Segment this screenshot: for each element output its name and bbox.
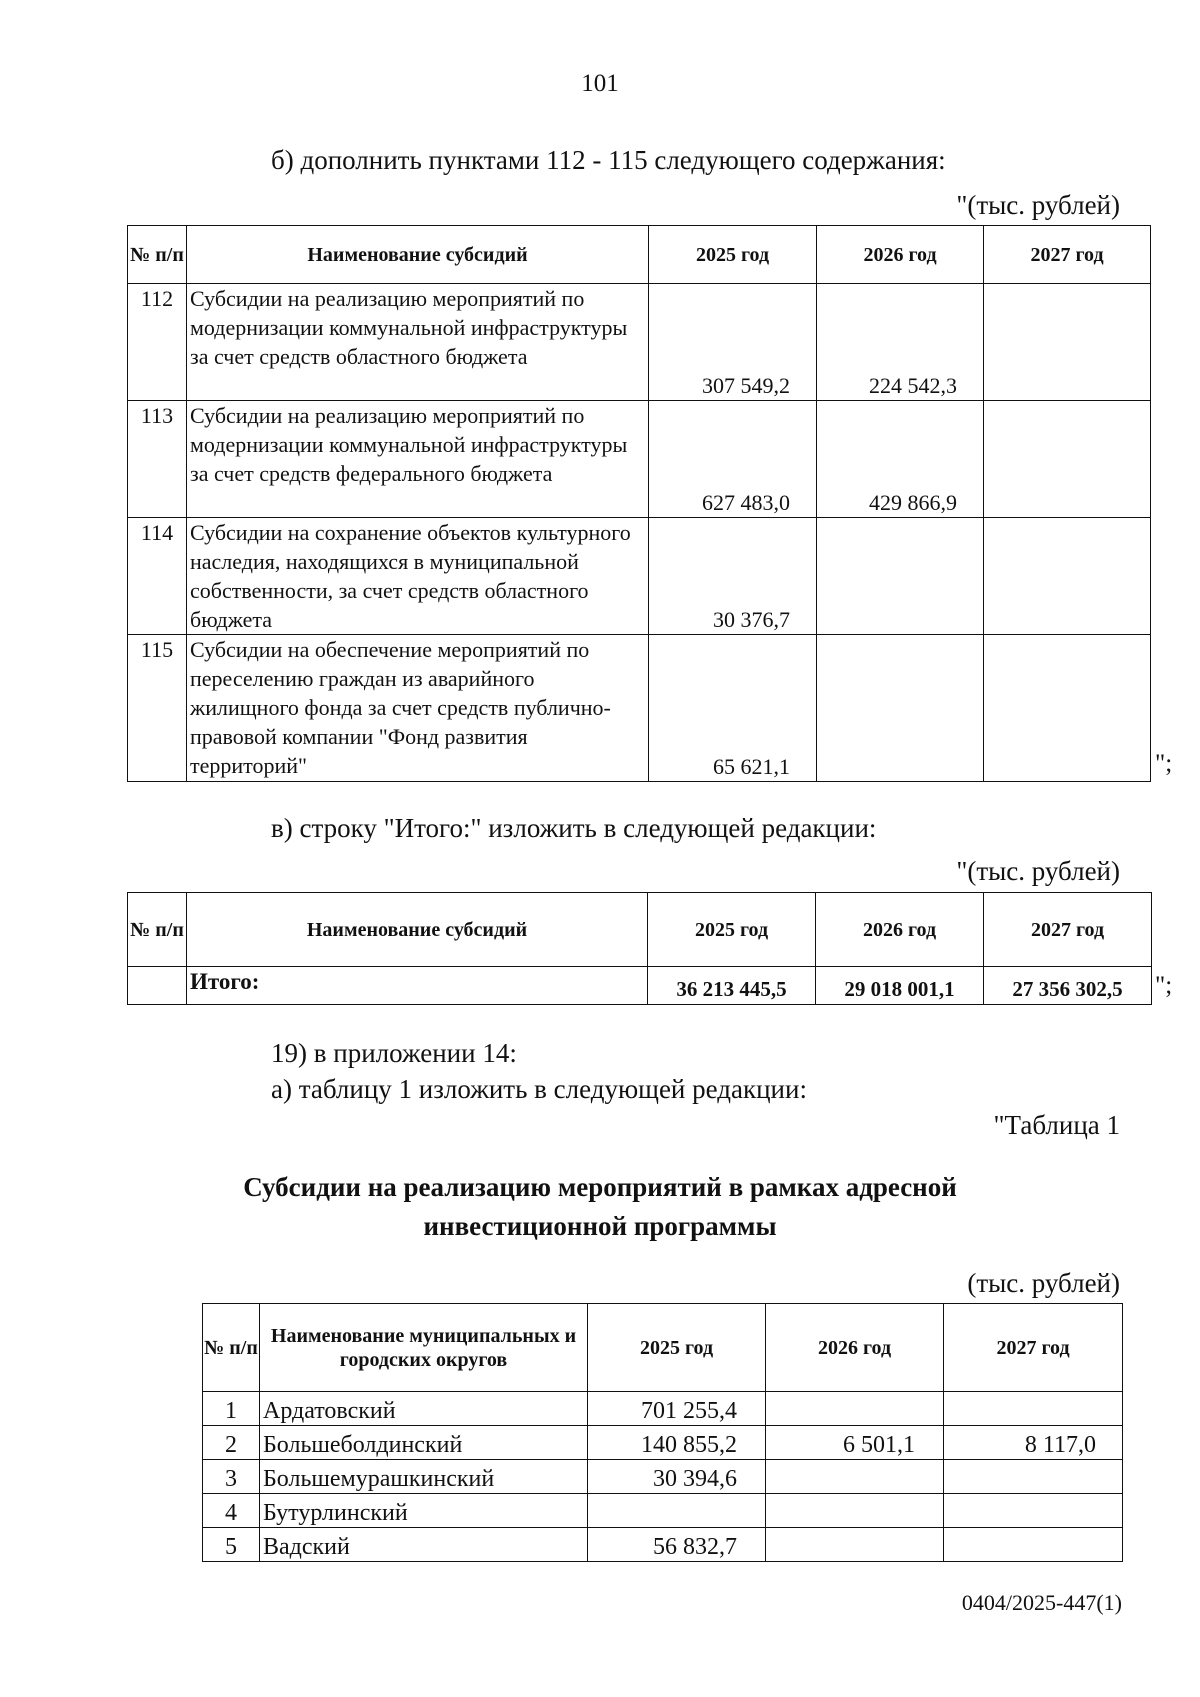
total-2026: 29 018 001,1 xyxy=(816,967,984,1005)
table-row xyxy=(128,284,1151,401)
header-num: № п/п xyxy=(128,226,187,284)
total-label: Итого: xyxy=(187,967,648,1005)
table-row xyxy=(128,635,1151,782)
row-num: 5 xyxy=(203,1528,260,1562)
row-name: Бутурлинский xyxy=(260,1494,588,1528)
row-num: 112 xyxy=(128,284,187,401)
header-2025: 2025 год xyxy=(588,1304,766,1392)
row-name: Субсидии на реализацию мероприятий по модернизации коммунальной инфраструктуры за счет средств областного бюджета xyxy=(187,284,649,401)
municipal-subsidies-table xyxy=(202,1303,1123,1562)
total-2025: 36 213 445,5 xyxy=(648,967,816,1005)
section-b-unit: "(тыс. рублей) xyxy=(956,190,1120,220)
table-row xyxy=(203,1426,1123,1460)
row-num: 1 xyxy=(203,1392,260,1426)
header-2025: 2025 год xyxy=(648,893,816,967)
table-label: "Таблица 1 xyxy=(993,1110,1120,1140)
row-num: 114 xyxy=(128,518,187,635)
header-num: № п/п xyxy=(203,1304,260,1392)
header-name: Наименование субсидий xyxy=(187,893,648,967)
row-name: Субсидии на сохранение объектов культурного наследия, находящихся в муниципальной собственности, за счет средств областного бюджета xyxy=(187,518,649,635)
row-2027 xyxy=(984,284,1151,401)
table-row xyxy=(203,1392,1123,1426)
table-1-unit: (тыс. рублей) xyxy=(967,1268,1120,1298)
row-name: Субсидии на обеспечение мероприятий по переселению граждан из аварийного жилищного фонда за счет средств публично-правовой компании "Фонд развития территорий" xyxy=(187,635,649,782)
table-header-row xyxy=(128,226,1151,284)
header-2026: 2026 год xyxy=(816,893,984,967)
row-2026 xyxy=(766,1392,944,1426)
row-2025: 701 255,4 xyxy=(588,1392,766,1426)
table-title-line1: Субсидии на реализацию мероприятий в рамках адресной xyxy=(243,1172,957,1202)
table-header-row xyxy=(203,1304,1123,1392)
section-v-unit: "(тыс. рублей) xyxy=(956,856,1120,886)
row-2025: 140 855,2 xyxy=(588,1426,766,1460)
row-num: 113 xyxy=(128,401,187,518)
section-v-intro: в) строку "Итого:" изложить в следующей редакции: xyxy=(271,813,877,843)
total-table xyxy=(127,892,1152,1005)
row-2025: 65 621,1 xyxy=(649,635,817,782)
total-num xyxy=(128,967,187,1005)
table-row xyxy=(128,518,1151,635)
row-2025: 56 832,7 xyxy=(588,1528,766,1562)
section-b-intro: б) дополнить пунктами 112 - 115 следующего содержания: xyxy=(271,145,946,175)
section-v-closing-quote: "; xyxy=(1155,972,1173,999)
row-num: 3 xyxy=(203,1460,260,1494)
row-name: Субсидии на реализацию мероприятий по модернизации коммунальной инфраструктуры за счет средств федерального бюджета xyxy=(187,401,649,518)
header-2027: 2027 год xyxy=(984,226,1151,284)
row-2025: 30 376,7 xyxy=(649,518,817,635)
row-2027 xyxy=(944,1528,1123,1562)
row-name: Большемурашкинский xyxy=(260,1460,588,1494)
row-2027 xyxy=(984,635,1151,782)
header-num: № п/п xyxy=(128,893,187,967)
row-name: Ардатовский xyxy=(260,1392,588,1426)
row-num: 115 xyxy=(128,635,187,782)
row-2026: 6 501,1 xyxy=(766,1426,944,1460)
header-name: Наименование субсидий xyxy=(187,226,649,284)
total-row xyxy=(128,967,1152,1005)
row-2026 xyxy=(766,1460,944,1494)
row-2025: 627 483,0 xyxy=(649,401,817,518)
row-2027 xyxy=(984,401,1151,518)
table-row xyxy=(203,1528,1123,1562)
header-2027: 2027 год xyxy=(984,893,1152,967)
row-num: 4 xyxy=(203,1494,260,1528)
row-2026: 224 542,3 xyxy=(817,284,984,401)
page-number: 101 xyxy=(581,70,619,97)
row-2025: 30 394,6 xyxy=(588,1460,766,1494)
row-name: Большеболдинский xyxy=(260,1426,588,1460)
row-2027 xyxy=(984,518,1151,635)
header-2026: 2026 год xyxy=(766,1304,944,1392)
row-2027: 8 117,0 xyxy=(944,1426,1123,1460)
table-title-line2: инвестиционной программы xyxy=(423,1211,777,1241)
row-2026 xyxy=(817,635,984,782)
document-code: 0404/2025-447(1) xyxy=(961,1590,1122,1615)
section-b-closing-quote: "; xyxy=(1155,750,1173,777)
item-19-line1: 19) в приложении 14: xyxy=(271,1038,517,1068)
total-2027: 27 356 302,5 xyxy=(984,967,1152,1005)
item-19-line2: а) таблицу 1 изложить в следующей редакции: xyxy=(271,1074,807,1104)
row-2026: 429 866,9 xyxy=(817,401,984,518)
row-2027 xyxy=(944,1494,1123,1528)
row-2025 xyxy=(588,1494,766,1528)
table-header-row xyxy=(128,893,1152,967)
header-2025: 2025 год xyxy=(649,226,817,284)
row-name: Вадский xyxy=(260,1528,588,1562)
row-2026 xyxy=(766,1528,944,1562)
table-row xyxy=(203,1494,1123,1528)
table-row xyxy=(203,1460,1123,1494)
header-2027: 2027 год xyxy=(944,1304,1123,1392)
table-row xyxy=(128,401,1151,518)
row-2026 xyxy=(766,1494,944,1528)
row-num: 2 xyxy=(203,1426,260,1460)
header-name: Наименование муниципальных и городских округов xyxy=(260,1304,588,1392)
subsidies-table-b xyxy=(127,225,1151,782)
row-2026 xyxy=(817,518,984,635)
header-2026: 2026 год xyxy=(817,226,984,284)
row-2025: 307 549,2 xyxy=(649,284,817,401)
row-2027 xyxy=(944,1460,1123,1494)
row-2027 xyxy=(944,1392,1123,1426)
